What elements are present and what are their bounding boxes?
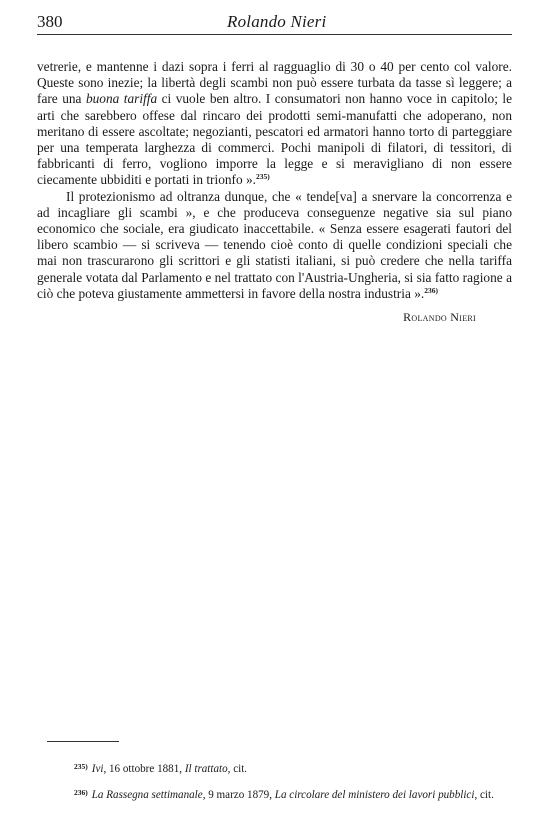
footnote-title: Il trattato — [184, 763, 228, 775]
paragraph-2 — [37, 189, 512, 302]
page-number: 380 — [37, 12, 63, 31]
footnote-tail: , cit. — [474, 788, 494, 801]
paragraph-1 — [37, 59, 512, 189]
footnote-ref-236: 236) — [424, 285, 438, 295]
footnote-text: , 9 marzo 1879, — [202, 788, 275, 801]
footnote-ivi: Ivi — [91, 763, 104, 775]
footnote-title: La circolare del ministero dei lavori pubblici — [274, 788, 475, 801]
author-signature: Rolando Nieri — [403, 310, 476, 325]
footnote-ref-235: 235) — [256, 172, 270, 182]
page — [37, 12, 512, 325]
footnote-number: 235) — [74, 762, 88, 771]
footnote-source: La Rassegna settimanale — [91, 788, 203, 801]
running-title: Rolando Nieri — [227, 12, 327, 31]
footnote-number: 236) — [74, 787, 88, 797]
running-head — [37, 12, 512, 35]
footnote-235 — [47, 757, 508, 780]
paragraph-1-text: vetrerie, e mantenne i dazi sopra i ferri al ragguaglio di 30 o 40 per cento col valore. Queste sono inezie; la libertà degli scambi non può essere turbata da tasse sì leggere; a fare una — [37, 59, 512, 107]
paragraph-1-italic: buona tariffa — [85, 91, 158, 107]
footnote-236 — [47, 783, 508, 806]
paragraph-1-tail: ci vuole ben altro. I consumatori non hanno voce in capitolo; le arti che sarebbero offese dal rincaro dei prodotti semi-manufatti che adoperano, non meritano di essere ascoltate; negozianti, pescatori ed armatori hanno torto di parteggiare per una temperata larghezza di commerci. Pochi manipoli di filatori, di tessitori, di fabbricanti di ferro, vogliono imporre la legge e si meravigliano di non essere ciecamente ubbiditi e portati in trionfo ». — [37, 91, 512, 188]
footnote-tail: , cit. — [227, 763, 248, 775]
body-text — [37, 59, 512, 302]
paragraph-2-text: Il protezionismo ad oltranza dunque, che « tende[va] a snervare la concorrenza e ad incagliare gli scambi », e che produceva conseguenze negative sia sul piano economico che sociale, era giudicato inaccettabile. « Senza essere esagerati fautori del libero scambio — si scriveva — tenendo cioè conto di quelle condizioni speciali che mai non trascurarono gli scrittori e gli statisti italiani, si può credere che nella tariffa generale votata dal Parlamento e nel trattato con l'Austria-Ungheria, si sia fatto ragione a ciò che poteva giustamente ammettersi in favore della nostra industria ». — [37, 188, 512, 301]
footnote-text: , 16 ottobre 1881, — [103, 763, 185, 775]
footnote-divider — [47, 741, 119, 742]
footnotes — [47, 757, 508, 808]
